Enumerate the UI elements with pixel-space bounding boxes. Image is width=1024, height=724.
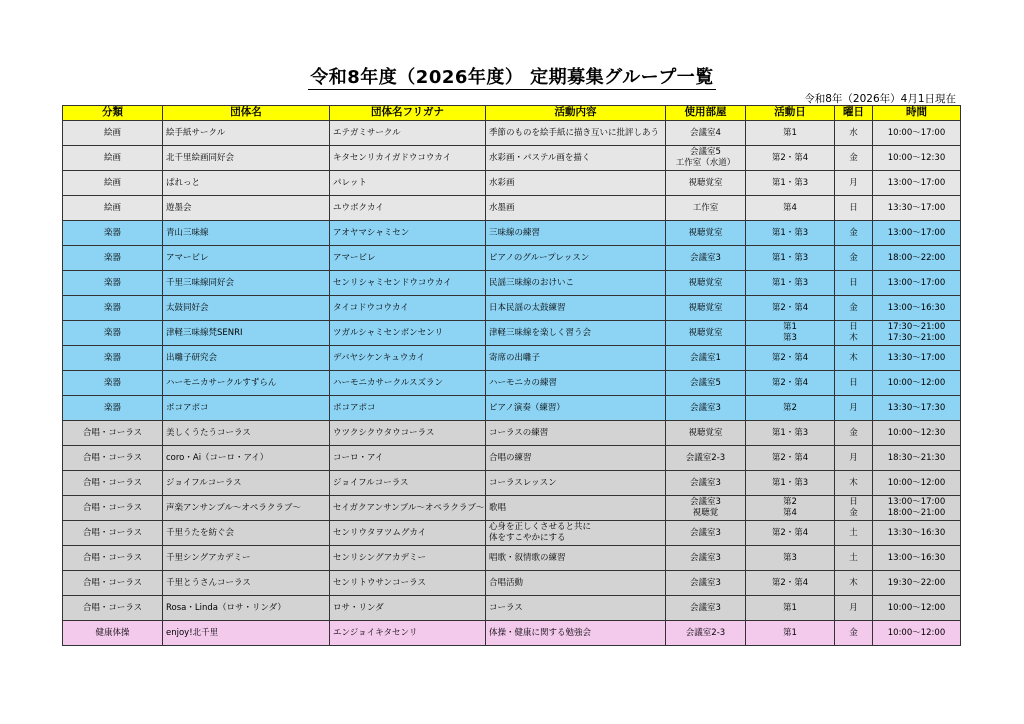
cell-group-kana: ハーモニカサークルスズラン [330,371,486,396]
cell-weekday: 日 木 [835,321,873,346]
cell-room: 視聴覚室 [666,321,746,346]
cell-time: 13:00～17:00 [873,271,961,296]
cell-group-kana: ジョイフルコーラス [330,471,486,496]
cell-weekday: 金 [835,246,873,271]
cell-group-name: ポコアポコ [163,396,330,421]
cell-weekday: 月 [835,396,873,421]
table-body [63,121,961,646]
cell-time: 13:30～17:30 [873,396,961,421]
cell-room: 視聴覚室 [666,421,746,446]
cell-room: 会議室1 [666,346,746,371]
cell-category: 絵画 [63,196,163,221]
cell-activity-day: 第1 第3 [746,321,835,346]
cell-activity-day: 第1 [746,596,835,621]
cell-group-kana: ウツクシクウタウコーラス [330,421,486,446]
cell-time: 18:00～22:00 [873,246,961,271]
cell-activity: 唱歌・叙情歌の練習 [486,546,666,571]
cell-activity-day: 第2・第4 [746,146,835,171]
table-row [63,546,961,571]
cell-activity: 寄席の出囃子 [486,346,666,371]
cell-group-kana: センリシャミセンドウコウカイ [330,271,486,296]
cell-group-kana: ツガルシャミセンボンセンリ [330,321,486,346]
cell-weekday: 木 [835,471,873,496]
cell-group-name: 千里シングアカデミー [163,546,330,571]
cell-activity: 民謡三味線のおけいこ [486,271,666,296]
cell-activity: 津軽三味線を楽しく習う会 [486,321,666,346]
cell-room: 会議室4 [666,121,746,146]
cell-group-kana: ポコアポコ [330,396,486,421]
cell-time: 13:00～17:00 [873,221,961,246]
cell-group-name: ジョイフルコーラス [163,471,330,496]
cell-weekday: 土 [835,546,873,571]
cell-room: 会議室3 [666,246,746,271]
cell-category: 合唱・コーラス [63,596,163,621]
cell-activity: 水彩画・パステル画を描く [486,146,666,171]
cell-activity: ハーモニカの練習 [486,371,666,396]
cell-room: 視聴覚室 [666,296,746,321]
cell-time: 10:00～12:30 [873,146,961,171]
table-row [63,271,961,296]
table-row [63,371,961,396]
cell-category: 絵画 [63,121,163,146]
cell-time: 10:00～12:00 [873,471,961,496]
cell-activity: 三味線の練習 [486,221,666,246]
cell-category: 楽器 [63,271,163,296]
cell-group-kana: エテガミサークル [330,121,486,146]
cell-activity: ピアノ演奏（練習） [486,396,666,421]
cell-weekday: 月 [835,446,873,471]
cell-activity: 歌唱 [486,496,666,521]
group-schedule-table [62,105,961,646]
cell-group-kana: パレット [330,171,486,196]
cell-group-kana: センリウタヲツムグカイ [330,521,486,546]
cell-room: 会議室5 [666,371,746,396]
table-row [63,171,961,196]
cell-category: 楽器 [63,246,163,271]
cell-group-name: Rosa・Linda（ロサ・リンダ） [163,596,330,621]
page-title: 令和8年度（2026年度） 定期募集グループ一覧 [310,67,714,88]
cell-activity: コーラス [486,596,666,621]
cell-time: 10:00～12:00 [873,621,961,646]
cell-room: 会議室3 視聴覚 [666,496,746,521]
table-row [63,621,961,646]
cell-time: 13:00～17:00 18:00～21:00 [873,496,961,521]
cell-category: 合唱・コーラス [63,571,163,596]
cell-time: 19:30～22:00 [873,571,961,596]
cell-group-kana: ロサ・リンダ [330,596,486,621]
cell-activity: コーラスの練習 [486,421,666,446]
cell-group-name: 千里三味線同好会 [163,271,330,296]
cell-room: 工作室 [666,196,746,221]
cell-weekday: 金 [835,296,873,321]
cell-group-name: 津軽三味線梵SENRI [163,321,330,346]
cell-activity-day: 第1・第3 [746,171,835,196]
cell-group-kana: キタセンリカイガドウコウカイ [330,146,486,171]
cell-room: 視聴覚室 [666,171,746,196]
table-row [63,496,961,521]
cell-time: 10:00～12:00 [873,371,961,396]
cell-time: 13:30～17:00 [873,196,961,221]
table-row [63,421,961,446]
cell-weekday: 日 [835,271,873,296]
cell-room: 視聴覚室 [666,221,746,246]
cell-weekday: 木 [835,571,873,596]
cell-weekday: 日 [835,371,873,396]
table-row [63,446,961,471]
cell-group-name: 美しくうたうコーラス [163,421,330,446]
table-row [63,221,961,246]
cell-activity-day: 第2 [746,396,835,421]
cell-group-name: 声楽アンサンブル～オペラクラブ～ [163,496,330,521]
cell-room: 会議室3 [666,546,746,571]
cell-activity-day: 第3 [746,546,835,571]
cell-room: 会議室2-3 [666,446,746,471]
table-row [63,571,961,596]
cell-room: 会議室5 工作室（水道） [666,146,746,171]
column-header-name: 団体名 [163,106,330,121]
cell-weekday: 日 金 [835,496,873,521]
table-row [63,121,961,146]
table-header-row [63,106,961,121]
cell-activity: 体操・健康に関する勉強会 [486,621,666,646]
cell-activity-day: 第2・第4 [746,346,835,371]
cell-time: 10:00～12:00 [873,596,961,621]
cell-weekday: 金 [835,621,873,646]
cell-activity-day: 第2・第4 [746,446,835,471]
cell-time: 17:30～21:00 17:30～21:00 [873,321,961,346]
cell-weekday: 日 [835,196,873,221]
cell-category: 絵画 [63,146,163,171]
table-row [63,296,961,321]
cell-weekday: 木 [835,346,873,371]
cell-group-kana: アオヤマシャミセン [330,221,486,246]
cell-time: 13:30～17:00 [873,346,961,371]
table-row [63,396,961,421]
column-header-weekday: 曜日 [835,106,873,121]
column-header-room: 使用部屋 [666,106,746,121]
cell-activity-day: 第1・第3 [746,471,835,496]
cell-group-kana: セイガクアンサンブル～オペラクラブ～ [330,496,486,521]
column-header-time: 時間 [873,106,961,121]
cell-category: 健康体操 [63,621,163,646]
cell-weekday: 月 [835,171,873,196]
cell-category: 楽器 [63,321,163,346]
cell-activity: 心身を正しくさせると共に 体をすこやかにする [486,521,666,546]
table-row [63,596,961,621]
cell-activity: 合唱活動 [486,571,666,596]
cell-category: 楽器 [63,396,163,421]
cell-category: 絵画 [63,171,163,196]
cell-category: 合唱・コーラス [63,471,163,496]
table-row [63,146,961,171]
cell-time: 13:00～16:30 [873,546,961,571]
cell-group-kana: アマービレ [330,246,486,271]
cell-category: 楽器 [63,296,163,321]
cell-time: 13:00～16:30 [873,296,961,321]
cell-room: 会議室2-3 [666,621,746,646]
cell-group-name: 千里うたを紡ぐ会 [163,521,330,546]
cell-weekday: 月 [835,596,873,621]
cell-time: 10:00～12:30 [873,421,961,446]
cell-group-kana: エンジョイキタセンリ [330,621,486,646]
as-of-date: 令和8年（2026年）4月1日現在 [804,93,956,105]
cell-room: 会議室3 [666,571,746,596]
table-row [63,196,961,221]
cell-weekday: 土 [835,521,873,546]
cell-room: 視聴覚室 [666,271,746,296]
column-header-category: 分類 [63,106,163,121]
cell-activity-day: 第1・第3 [746,221,835,246]
cell-category: 楽器 [63,221,163,246]
cell-activity-day: 第2・第4 [746,571,835,596]
cell-group-kana: タイコドウコウカイ [330,296,486,321]
table-row [63,521,961,546]
cell-activity-day: 第2・第4 [746,296,835,321]
cell-group-name: ぱれっと [163,171,330,196]
cell-activity-day: 第1 [746,121,835,146]
table-row [63,346,961,371]
cell-activity-day: 第1・第3 [746,246,835,271]
cell-group-name: ハーモニカサークルすずらん [163,371,330,396]
cell-activity-day: 第2・第4 [746,521,835,546]
table-row [63,246,961,271]
column-header-kana: 団体名フリガナ [330,106,486,121]
cell-time: 13:00～17:00 [873,171,961,196]
cell-group-kana: センリトウサンコーラス [330,571,486,596]
cell-category: 合唱・コーラス [63,496,163,521]
cell-activity-day: 第1・第3 [746,271,835,296]
cell-weekday: 水 [835,121,873,146]
cell-group-kana: ユウボクカイ [330,196,486,221]
cell-group-name: アマービレ [163,246,330,271]
cell-activity-day: 第2 第4 [746,496,835,521]
cell-group-name: 千里とうさんコーラス [163,571,330,596]
cell-time: 13:30～16:30 [873,521,961,546]
cell-group-name: coro・Ai（コーロ・アイ） [163,446,330,471]
cell-activity: 日本民謡の太鼓練習 [486,296,666,321]
cell-activity: 水墨画 [486,196,666,221]
cell-activity-day: 第1・第3 [746,421,835,446]
cell-activity: 水彩画 [486,171,666,196]
cell-group-name: enjoy!北千里 [163,621,330,646]
cell-category: 合唱・コーラス [63,421,163,446]
cell-group-name: 北千里絵画同好会 [163,146,330,171]
cell-time: 18:30～21:30 [873,446,961,471]
cell-group-kana: デバヤシケンキュウカイ [330,346,486,371]
cell-room: 会議室3 [666,471,746,496]
table-row [63,321,961,346]
cell-group-name: 絵手紙サークル [163,121,330,146]
cell-room: 会議室3 [666,396,746,421]
cell-category: 合唱・コーラス [63,546,163,571]
cell-group-name: 出囃子研究会 [163,346,330,371]
cell-group-kana: センリシングアカデミー [330,546,486,571]
cell-room: 会議室3 [666,596,746,621]
cell-activity: 合唱の練習 [486,446,666,471]
cell-activity-day: 第2・第4 [746,371,835,396]
cell-group-name: 太鼓同好会 [163,296,330,321]
column-header-day: 活動日 [746,106,835,121]
table-row [63,471,961,496]
cell-weekday: 金 [835,221,873,246]
cell-room: 会議室3 [666,521,746,546]
cell-group-name: 遊墨会 [163,196,330,221]
column-header-activity: 活動内容 [486,106,666,121]
cell-activity-day: 第4 [746,196,835,221]
cell-activity: ピアノのグループレッスン [486,246,666,271]
cell-category: 楽器 [63,346,163,371]
cell-activity: コーラスレッスン [486,471,666,496]
cell-weekday: 金 [835,146,873,171]
cell-weekday: 金 [835,421,873,446]
cell-category: 合唱・コーラス [63,521,163,546]
cell-category: 合唱・コーラス [63,446,163,471]
cell-group-kana: コーロ・アイ [330,446,486,471]
cell-group-name: 青山三味線 [163,221,330,246]
cell-time: 10:00～17:00 [873,121,961,146]
cell-category: 楽器 [63,371,163,396]
cell-activity-day: 第1 [746,621,835,646]
cell-activity: 季節のものを絵手紙に描き互いに批評しあう [486,121,666,146]
